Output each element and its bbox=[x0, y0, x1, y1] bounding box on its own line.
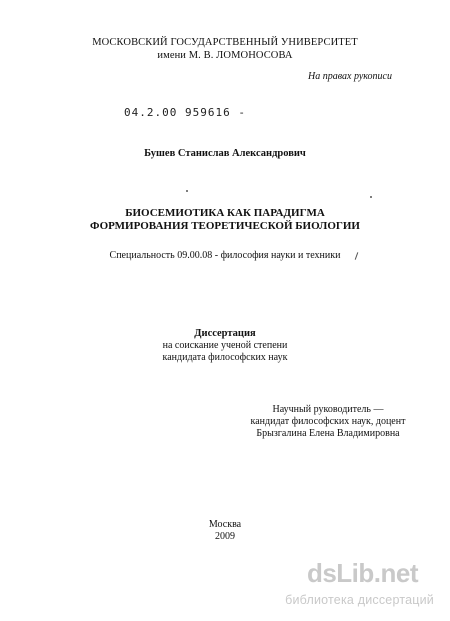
watermark bbox=[256, 558, 436, 612]
specialty-line: Специальность 09.00.08 - философия науки и техники bbox=[109, 250, 341, 261]
rights-note: На правах рукописи bbox=[308, 71, 392, 82]
dissertation-title bbox=[0, 207, 450, 233]
dissertation-block bbox=[0, 328, 450, 364]
registration-stamp: 04.2.00 959616 - bbox=[124, 106, 246, 119]
scan-speck bbox=[370, 196, 372, 198]
university-name bbox=[0, 36, 450, 62]
city-year-block bbox=[0, 519, 450, 543]
degree-line-2: кандидата философских наук bbox=[162, 352, 288, 363]
supervisor-line-1: Научный руководитель — bbox=[272, 404, 384, 415]
year: 2009 bbox=[215, 531, 235, 542]
dissertation-heading: Диссертация bbox=[194, 328, 256, 339]
supervisor-block bbox=[248, 404, 408, 440]
supervisor-line-3: Брызгалина Елена Владимировна bbox=[256, 428, 400, 439]
title-text: БИОСЕМИОТИКА КАК ПАРАДИГМА ФОРМИРОВАНИЯ ТЕОРЕТИЧЕСКОЙ БИОЛОГИИ bbox=[90, 207, 360, 232]
watermark-logo: dsLib.net bbox=[306, 558, 418, 588]
scan-speck bbox=[186, 190, 188, 192]
city: Москва bbox=[208, 519, 242, 530]
watermark-caption: библиотека диссертаций bbox=[285, 593, 434, 607]
author-name: Бушев Станислав Александрович bbox=[144, 148, 306, 159]
university-text: МОСКОВСКИЙ ГОСУДАРСТВЕННЫЙ УНИВЕРСИТЕТ имени М. В. ЛОМОНОСОВА bbox=[92, 37, 358, 61]
degree-line-1: на соискание ученой степени bbox=[162, 340, 288, 351]
supervisor-line-2: кандидат философских наук, доцент bbox=[250, 416, 406, 427]
